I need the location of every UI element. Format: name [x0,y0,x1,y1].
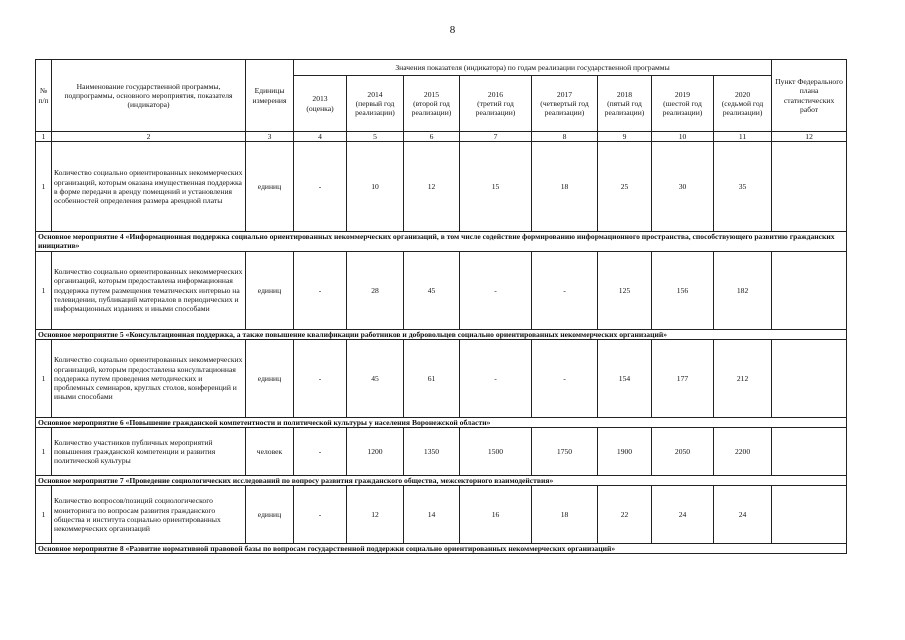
indicator-value: 177 [652,339,714,417]
indicator-value: 16 [460,486,532,544]
indicator-value: 22 [598,486,652,544]
year-header-cell [404,76,460,132]
indicator-value: - [460,251,532,329]
column-number-cell: 6 [404,132,460,142]
year-note: (шестой год реализации) [662,98,703,118]
header-name: Наименование государственной программы, подпрограммы, основного мероприятия, показателя (индикатора) [52,60,246,132]
header-num: № п/п [36,60,52,132]
indicator-plan [772,251,847,329]
column-number-cell: 11 [714,132,772,142]
year-header-cell [347,76,404,132]
column-number-cell: 5 [347,132,404,142]
indicator-value: 30 [652,142,714,232]
year-label: 2014 [367,89,383,99]
row-number: 1 [36,251,52,329]
indicator-unit: единиц [246,251,294,329]
indicator-value: 212 [714,339,772,417]
section-title: Основное мероприятие 4 «Информационная поддержка социально ориентированных некоммерческих организаций, в том числе содействие формированию информационного пространства, способствующего развитию гражданских инициатив» [36,232,847,251]
column-number-cell: 8 [532,132,598,142]
column-number-cell: 3 [246,132,294,142]
indicator-plan [772,428,847,476]
indicator-value: 25 [598,142,652,232]
indicator-value: 45 [347,339,404,417]
indicator-value: 35 [714,142,772,232]
indicator-value: 156 [652,251,714,329]
indicator-value: 18 [532,486,598,544]
year-label: 2019 [674,89,691,99]
indicator-value: - [532,251,598,329]
column-number-cell: 9 [598,132,652,142]
header-unit: Единицы измерения [246,60,294,132]
indicator-row [36,428,847,476]
year-label: 2017 [556,89,573,99]
year-note: (седьмой год реализации) [721,98,764,118]
column-number-cell: 1 [36,132,52,142]
indicator-name: Количество социально ориентированных некоммерческих организаций, которым предоставлена консультационная поддержка путем проведения методических и проблемных семинаров, круглых столов, конференций и иными способами [52,339,246,417]
indicator-value: 2050 [652,428,714,476]
indicator-plan [772,339,847,417]
indicator-value: 1200 [347,428,404,476]
indicator-value: - [294,428,347,476]
indicator-value: 1500 [460,428,532,476]
year-header-cell [652,76,714,132]
indicator-value: 12 [347,486,404,544]
column-number-cell: 2 [52,132,246,142]
year-note: (четвертый год реализации) [540,98,589,118]
indicator-unit: человек [246,428,294,476]
year-header-cell [294,76,347,132]
indicator-unit: единиц [246,339,294,417]
indicator-row [36,142,847,232]
indicator-plan [772,142,847,232]
indicator-value: 125 [598,251,652,329]
indicator-value: 14 [404,486,460,544]
indicator-value: - [294,339,347,417]
indicator-value: - [294,251,347,329]
section-title: Основное мероприятие 8 «Развитие нормативной правовой базы по вопросам государственной поддержки социально ориентированных некоммерческих организаций» [36,544,847,554]
indicators-table [35,59,847,554]
page-number: 8 [449,24,456,36]
year-note: (оценка) [306,103,334,113]
indicator-value: 10 [347,142,404,232]
indicator-row [36,339,847,417]
indicator-unit: единиц [246,142,294,232]
indicator-name: Количество вопросов/позиций социологического мониторинга по вопросам развития гражданского общества и института социально ориентированных некоммерческих организаций [52,486,246,544]
indicator-value: - [460,339,532,417]
column-number-cell: 4 [294,132,347,142]
indicator-value: - [532,339,598,417]
section-row [36,417,847,427]
indicator-row [36,251,847,329]
indicator-value: 18 [532,142,598,232]
indicator-row [36,486,847,544]
year-note: (пятый год реализации) [604,98,645,118]
indicator-value: 1350 [404,428,460,476]
year-label: 2018 [616,89,633,99]
indicator-value: 182 [714,251,772,329]
section-title: Основное мероприятие 6 «Повышение гражданской компетентности и политической культуры у населения Воронежской области» [36,417,847,427]
indicator-value: 154 [598,339,652,417]
year-note: (первый год реализации) [355,98,395,118]
year-note: (второй год реализации) [411,98,452,118]
section-row [36,544,847,554]
section-title: Основное мероприятие 7 «Проведение социологических исследований по вопросу развития гражданского общества, межсекторного взаимодействия» [36,476,847,486]
section-row [36,476,847,486]
column-number-cell: 10 [652,132,714,142]
row-number: 1 [36,339,52,417]
year-label: 2013 [312,94,328,104]
indicator-value: 12 [404,142,460,232]
row-number: 1 [36,428,52,476]
indicator-plan [772,486,847,544]
row-number: 1 [36,486,52,544]
indicator-value: - [294,486,347,544]
indicator-name: Количество социально ориентированных некоммерческих организаций, которым предоставлена информационная поддержка путем размещения тематических интервью на телевидении, публикаций материалов в периодических и информационных изданиях и иными способами [52,251,246,329]
year-header-cell [532,76,598,132]
indicator-value: 24 [652,486,714,544]
indicator-value: 2200 [714,428,772,476]
indicator-value: - [294,142,347,232]
header-plan: Пункт Федерального плана статистических работ [772,60,847,132]
column-number-cell: 7 [460,132,532,142]
year-header-cell [598,76,652,132]
section-row [36,232,847,251]
year-label: 2016 [487,89,504,99]
year-header-cell [460,76,532,132]
year-header-cell [714,76,772,132]
section-row [36,329,847,339]
indicator-name: Количество участников публичных мероприятий повышения гражданской компетенции и развития политической культуры [52,428,246,476]
indicator-value: 45 [404,251,460,329]
header-values: Значения показателя (индикатора) по годам реализации государственной программы [294,60,772,76]
year-note: (третий год реализации) [475,98,516,118]
row-number: 1 [36,142,52,232]
section-title: Основное мероприятие 5 «Консультационная поддержка, а также повышение квалификации работников и добровольцев социально ориентированных некоммерческих организаций» [36,329,847,339]
year-label: 2020 [734,89,751,99]
indicator-value: 1900 [598,428,652,476]
indicator-value: 61 [404,339,460,417]
indicator-value: 15 [460,142,532,232]
year-label: 2015 [423,89,440,99]
indicator-value: 1750 [532,428,598,476]
header-row-numbers [36,132,847,142]
indicator-value: 24 [714,486,772,544]
indicator-unit: единиц [246,486,294,544]
indicator-value: 28 [347,251,404,329]
header-row-top [36,60,847,76]
indicator-name: Количество социально ориентированных некоммерческих организаций, которым оказана имущественная поддержка в форме передачи в аренду помещений и установления особенностей определения размера арендной платы [52,142,246,232]
column-number-cell: 12 [772,132,847,142]
